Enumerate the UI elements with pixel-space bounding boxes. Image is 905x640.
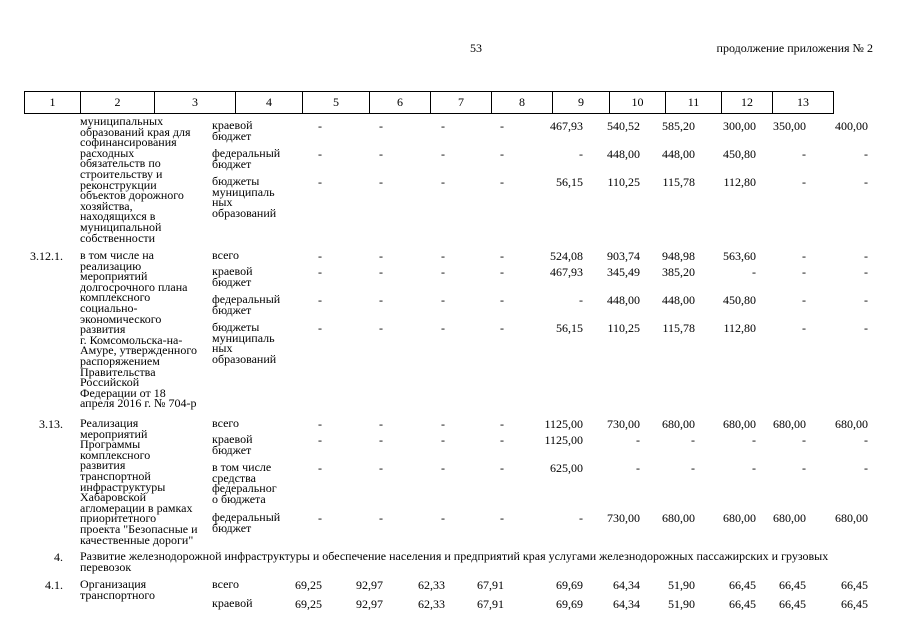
cell-value: - (379, 511, 383, 525)
row-number: 4.1. (45, 578, 63, 592)
funding-source: бюджеты муниципаль ных образований (212, 174, 277, 220)
cell-value: - (441, 433, 445, 447)
cell-value: - (802, 249, 806, 263)
cell-value: - (500, 265, 504, 279)
cell-value: - (318, 511, 322, 525)
cell-value: 56,15 (556, 321, 583, 335)
cell-value: - (864, 461, 868, 475)
cell-value: - (441, 511, 445, 525)
cell-value: 62,33 (418, 578, 445, 592)
cell-value: 680,00 (723, 511, 756, 525)
cell-value: 730,00 (607, 511, 640, 525)
cell-value: 450,80 (723, 147, 756, 161)
funding-source: бюджеты муниципаль ных образований (212, 320, 277, 366)
cell-value: 625,00 (550, 461, 583, 475)
cell-value: 467,93 (550, 265, 583, 279)
cell-value: - (379, 417, 383, 431)
cell-value: - (379, 321, 383, 335)
funding-source: федеральный бюджет (212, 292, 281, 317)
cell-value: 67,91 (477, 578, 504, 592)
cell-value: - (802, 321, 806, 335)
cell-value: 110,25 (607, 321, 640, 335)
cell-value: - (864, 433, 868, 447)
cell-value: 540,52 (607, 119, 640, 133)
cell-value: - (500, 119, 504, 133)
cell-value: - (802, 175, 806, 189)
header-col-3: 3 (155, 92, 236, 114)
cell-value: - (318, 293, 322, 307)
cell-value: 67,91 (477, 597, 504, 611)
row-number: 3.13. (39, 417, 63, 431)
cell-value: - (636, 461, 640, 475)
cell-value: 300,00 (723, 119, 756, 133)
cell-value: - (802, 461, 806, 475)
cell-value: 400,00 (835, 119, 868, 133)
cell-value: 112,80 (723, 321, 756, 335)
cell-value: 680,00 (835, 511, 868, 525)
cell-value: - (500, 511, 504, 525)
cell-value: 115,78 (662, 321, 695, 335)
cell-value: - (500, 433, 504, 447)
cell-value: - (691, 433, 695, 447)
cell-value: 115,78 (662, 175, 695, 189)
cell-value: 448,00 (607, 147, 640, 161)
header-col-2: 2 (81, 92, 155, 114)
cell-value: 585,20 (662, 119, 695, 133)
header-col-4: 4 (236, 92, 303, 114)
cell-value: 680,00 (773, 511, 806, 525)
cell-value: - (441, 175, 445, 189)
cell-value: 680,00 (662, 417, 695, 431)
cell-value: 69,25 (295, 597, 322, 611)
cell-value: - (441, 265, 445, 279)
cell-value: 66,45 (841, 578, 868, 592)
header-col-11: 11 (666, 92, 722, 114)
cell-value: - (752, 265, 756, 279)
section-title: Развитие железнодорожной инфраструктуры и обеспечение населения и предприятий края услугами железнодорожных пассажирских и грузовых перевозок (80, 549, 829, 574)
cell-value: 448,00 (662, 147, 695, 161)
cell-value: 69,69 (556, 597, 583, 611)
cell-value: 92,97 (356, 597, 383, 611)
cell-value: - (379, 293, 383, 307)
cell-value: 51,90 (668, 597, 695, 611)
cell-value: 62,33 (418, 597, 445, 611)
cell-value: - (441, 417, 445, 431)
cell-value: - (802, 433, 806, 447)
cell-value: - (500, 293, 504, 307)
cell-value: - (318, 265, 322, 279)
funding-source: краевой (212, 596, 253, 610)
item-name: в том числе на реализацию мероприятий долгосрочного плана комплексного социально- экономического развития г. Комсомольска-на- Амуре, утвержденного распоряжением Правительства Российской Федерации от 18 апреля 2016 г. № 704-р (80, 248, 197, 411)
cell-value: - (579, 147, 583, 161)
cell-value: - (500, 417, 504, 431)
cell-value: - (318, 461, 322, 475)
page-number: 53 (470, 41, 482, 55)
cell-value: 66,45 (779, 578, 806, 592)
cell-value: 1125,00 (544, 417, 583, 431)
cell-value: 66,45 (729, 597, 756, 611)
cell-value: - (864, 321, 868, 335)
cell-value: 66,45 (729, 578, 756, 592)
funding-source: в том числе средства федеральног о бюджета (212, 460, 277, 506)
cell-value: - (802, 147, 806, 161)
cell-value: - (579, 293, 583, 307)
cell-value: - (500, 147, 504, 161)
row-number: 3.12.1. (30, 249, 63, 263)
cell-value: 64,34 (613, 597, 640, 611)
cell-value: - (579, 511, 583, 525)
item-name: муниципальных образований края для софинансирования расходных обязательств по строительству и реконструкции объектов дорожного хозяйства, находящихся в муниципальной собственности (80, 114, 191, 245)
funding-source: краевой бюджет (212, 118, 253, 143)
cell-value: 448,00 (662, 293, 695, 307)
cell-value: - (752, 433, 756, 447)
cell-value: - (500, 461, 504, 475)
cell-value: 66,45 (779, 597, 806, 611)
header-col-9: 9 (553, 92, 610, 114)
cell-value: 345,49 (607, 265, 640, 279)
cell-value: 350,00 (773, 119, 806, 133)
cell-value: 524,08 (550, 249, 583, 263)
funding-source: федеральный бюджет (212, 146, 281, 171)
cell-value: - (379, 147, 383, 161)
continuation-note: продолжение приложения № 2 (716, 41, 873, 55)
funding-source: краевой бюджет (212, 432, 253, 457)
item-name: Организация транспортного (80, 577, 156, 602)
cell-value: - (318, 321, 322, 335)
cell-value: - (379, 265, 383, 279)
cell-value: 680,00 (723, 417, 756, 431)
cell-value: 69,69 (556, 578, 583, 592)
cell-value: - (318, 249, 322, 263)
cell-value: - (379, 249, 383, 263)
cell-value: - (500, 321, 504, 335)
cell-value: 450,80 (723, 293, 756, 307)
funding-source: всего (212, 416, 240, 430)
cell-value: - (802, 265, 806, 279)
cell-value: - (318, 147, 322, 161)
cell-value: 92,97 (356, 578, 383, 592)
cell-value: - (636, 433, 640, 447)
cell-value: 69,25 (295, 578, 322, 592)
cell-value: 51,90 (668, 578, 695, 592)
cell-value: 56,15 (556, 175, 583, 189)
cell-value: 66,45 (841, 597, 868, 611)
cell-value: 110,25 (607, 175, 640, 189)
cell-value: 730,00 (607, 417, 640, 431)
cell-value: 112,80 (723, 175, 756, 189)
header-col-12: 12 (722, 92, 773, 114)
cell-value: 948,98 (662, 249, 695, 263)
cell-value: 680,00 (773, 417, 806, 431)
funding-source: всего (212, 248, 240, 262)
item-name: Реализация мероприятий Программы комплексного развития транспортной инфраструктуры Хабаровской агломерации в рамках приоритетного проекта "Безопасные и качественные дороги" (80, 416, 198, 547)
header-col-10: 10 (610, 92, 666, 114)
cell-value: - (864, 293, 868, 307)
cell-value: 903,74 (607, 249, 640, 263)
cell-value: 563,60 (723, 249, 756, 263)
cell-value: - (318, 417, 322, 431)
cell-value: - (441, 119, 445, 133)
cell-value: - (441, 321, 445, 335)
cell-value: - (441, 249, 445, 263)
cell-value: - (864, 249, 868, 263)
cell-value: - (441, 461, 445, 475)
cell-value: - (318, 175, 322, 189)
cell-value: - (864, 147, 868, 161)
cell-value: - (802, 293, 806, 307)
header-col-7: 7 (431, 92, 492, 114)
cell-value: - (318, 119, 322, 133)
cell-value: 680,00 (835, 417, 868, 431)
cell-value: - (379, 461, 383, 475)
cell-value: - (500, 249, 504, 263)
funding-source: краевой бюджет (212, 264, 253, 289)
cell-value: - (379, 119, 383, 133)
funding-source: всего (212, 577, 240, 591)
cell-value: 467,93 (550, 119, 583, 133)
cell-value: - (752, 461, 756, 475)
cell-value: 448,00 (607, 293, 640, 307)
cell-value: - (441, 147, 445, 161)
header-col-6: 6 (370, 92, 431, 114)
cell-value: - (379, 175, 383, 189)
header-col-1: 1 (25, 92, 81, 114)
cell-value: - (691, 461, 695, 475)
cell-value: - (864, 265, 868, 279)
header-col-8: 8 (492, 92, 553, 114)
cell-value: - (318, 433, 322, 447)
funding-source: федеральный бюджет (212, 510, 281, 535)
cell-value: 64,34 (613, 578, 640, 592)
cell-value: - (379, 433, 383, 447)
cell-value: - (500, 175, 504, 189)
cell-value: 385,20 (662, 265, 695, 279)
cell-value: - (864, 175, 868, 189)
cell-value: - (441, 293, 445, 307)
row-number: 4. (54, 550, 63, 564)
cell-value: 680,00 (662, 511, 695, 525)
table-header (24, 91, 834, 114)
cell-value: 1125,00 (544, 433, 583, 447)
header-col-13: 13 (773, 92, 834, 114)
header-col-5: 5 (303, 92, 370, 114)
